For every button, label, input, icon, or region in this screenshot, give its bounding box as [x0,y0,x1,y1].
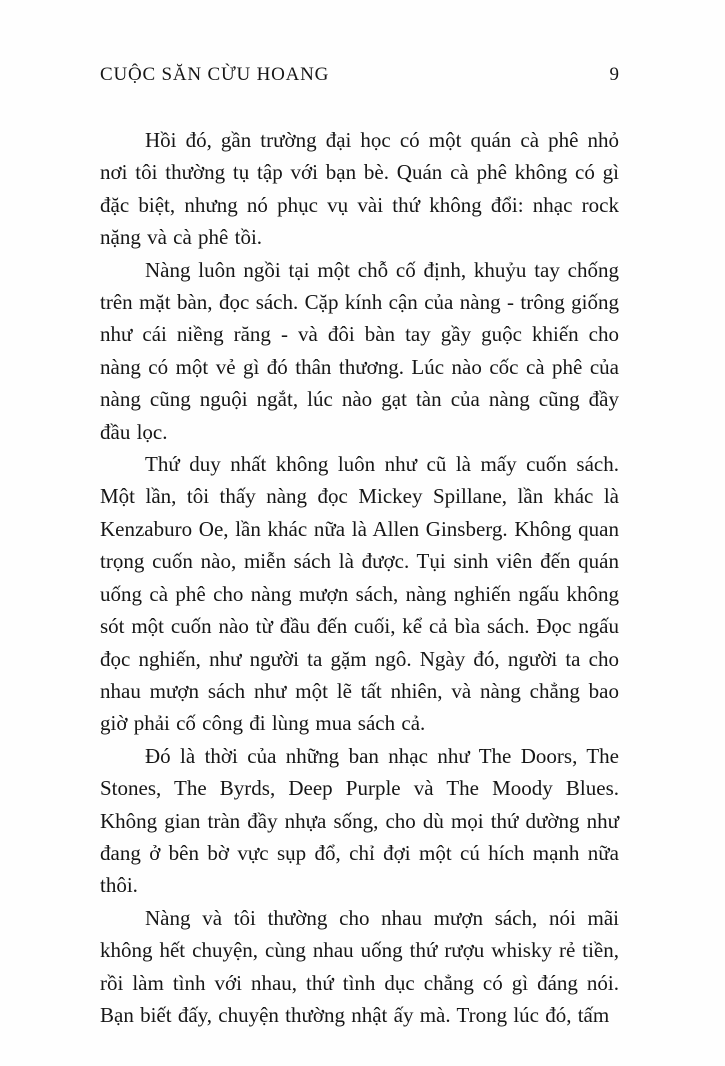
paragraph-1: Hồi đó, gần trường đại học có một quán cà phê nhỏ nơi tôi thường tụ tập với bạn bè. Quán cà phê không có gì đặc biệt, nhưng nó phục vụ vài thứ không đổi: nhạc rock nặng và cà phê tồi. [100,128,619,250]
body-text [100,124,619,1031]
paragraph-5: Nàng và tôi thường cho nhau mượn sách, nói mãi không hết chuyện, cùng nhau uống thứ rượu whisky rẻ tiền, rồi làm tình với nhau, thứ tình dục chẳng có gì đáng nói. Bạn biết đấy, chuyện thường nhật ấy mà. Trong lúc đó, tấm [100,905,619,1027]
paragraph-3: Thứ duy nhất không luôn như cũ là mấy cuốn sách. Một lần, tôi thấy nàng đọc Mickey Spillane, lần khác là Kenzaburo Oe, lần khác nữa là Allen Ginsberg. Không quan trọng cuốn nào, miễn sách là được. Tụi sinh viên đến quán uống cà phê cho nàng mượn sách, nàng nghiến ngấu không sót một cuốn nào từ đầu đến cuối, kể cả bìa sách. Đọc ngấu đọc nghiến, như người ta gặm ngô. Ngày đó, người ta cho nhau mượn sách như một lẽ tất nhiên, và nàng chẳng bao giờ phải cố công đi lùng mua sách cả. [100,452,619,736]
page-number: 9 [609,64,619,85]
paragraph-4: Đó là thời của những ban nhạc như The Doors, The Stones, The Byrds, Deep Purple và The Moody Blues. Không gian tràn đầy nhựa sống, cho dù mọi thứ dường như đang ở bên bờ vực sụp đổ, chỉ đợi một cú hích mạnh nữa thôi. [100,743,619,898]
paragraph-2: Nàng luôn ngồi tại một chỗ cố định, khuỷu tay chống trên mặt bàn, đọc sách. Cặp kính cận của nàng - trông giống như cái niềng răng - và đôi bàn tay gầy guộc khiến cho nàng có một vẻ gì đó thân thương. Lúc nào cốc cà phê của nàng cũng nguội ngắt, lúc nào gạt tàn của nàng cũng đầy đầu lọc. [100,257,619,444]
running-head-title: CUỘC SĂN CỪU HOANG [100,64,330,85]
page-header [100,62,619,88]
